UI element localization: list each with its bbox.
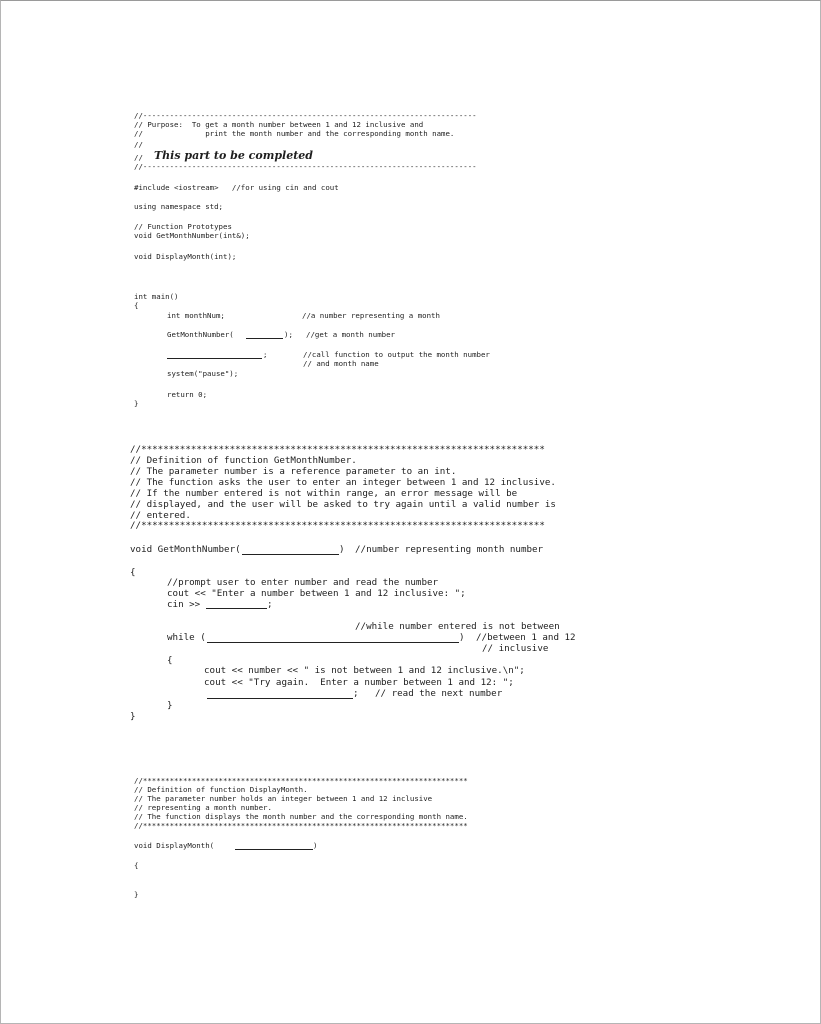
getmonth-stars-bottom: //************************************************************************* [130, 520, 545, 531]
display-parameter-blank[interactable] [235, 849, 313, 850]
prompt-cout: cout << "Enter a number between 1 and 12 inclusive: "; [167, 588, 466, 599]
return-statement: return 0; [167, 390, 208, 399]
while-close-brace: } [167, 700, 173, 711]
while-comment-2: //between 1 and 12 [476, 632, 576, 643]
while-open-brace: { [167, 655, 173, 666]
getmonth-desc-4: // If the number entered is not within range, an error message will be [130, 488, 518, 499]
display-stars-top: //************************************************************************* [134, 776, 468, 785]
cin-prefix: cin >> [167, 599, 206, 610]
getmonth-parameter-blank[interactable] [242, 554, 339, 555]
reread-comment: // read the next number [375, 688, 503, 699]
getmonth-signature-suffix: ) [339, 544, 345, 555]
getmonth-close-brace: } [130, 711, 136, 722]
system-pause: system("pause"); [167, 369, 239, 378]
display-open-brace: { [134, 861, 139, 870]
prototype-getmonthnumber: void GetMonthNumber(int&); [134, 231, 250, 240]
while-prefix: while ( [167, 632, 206, 643]
getmonth-call-suffix: ); [284, 330, 293, 339]
main-close-brace: } [134, 399, 139, 408]
main-open-brace: { [134, 301, 139, 310]
monthnum-comment: //a number representing a month [302, 311, 440, 320]
separator-bottom: //--------------------------------------------------------------------------- [134, 162, 477, 171]
reread-semicolon: ; [353, 688, 359, 699]
while-comment-1: //while number entered is not between [355, 621, 560, 632]
getmonth-argument-blank[interactable] [246, 338, 283, 339]
monthnum-declaration: int monthNum; [167, 311, 225, 320]
display-call-blank[interactable] [167, 358, 262, 359]
cin-target-blank[interactable] [206, 608, 267, 609]
namespace-line: using namespace std; [134, 202, 223, 211]
getmonth-desc-3: // The function asks the user to enter an integer between 1 and 12 inclusive. [130, 477, 556, 488]
display-call-comment-1: //call function to output the month number [303, 350, 490, 359]
display-stars-bottom: //************************************************************************* [134, 821, 468, 830]
display-desc-3: // representing a month number. [134, 803, 272, 812]
prototype-displaymonth: void DisplayMonth(int); [134, 252, 237, 261]
display-call-comment-2: // and month name [303, 359, 379, 368]
display-close-brace: } [134, 890, 139, 899]
completion-note: This part to be completed [154, 149, 313, 162]
display-desc-4: // The function displays the month number and the corresponding month name. [134, 812, 468, 821]
getmonth-open-brace: { [130, 567, 136, 578]
while-suffix: ) [459, 632, 465, 643]
display-signature-prefix: void DisplayMonth( [134, 841, 215, 850]
main-signature: int main() [134, 292, 179, 301]
include-line: #include <iostream> //for using cin and cout [134, 183, 339, 192]
getmonth-desc-2: // The parameter number is a reference parameter to an int. [130, 466, 457, 477]
getmonth-signature-comment: //number representing month number [355, 544, 544, 555]
getmonth-call-prefix: GetMonthNumber( [167, 330, 234, 339]
separator-top: //--------------------------------------------------------------------------- [134, 111, 477, 120]
getmonth-signature-prefix: void GetMonthNumber( [130, 544, 241, 555]
display-call-semicolon: ; [263, 350, 268, 359]
getmonth-desc-1: // Definition of function GetMonthNumber. [130, 455, 357, 466]
cin-semicolon: ; [267, 599, 273, 610]
note-prefix: // [134, 153, 143, 162]
retry-cout: cout << "Try again. Enter a number between 1 and 12: "; [204, 677, 514, 688]
getmonth-desc-5: // displayed, and the user will be asked to try again until a valid number is [130, 499, 556, 510]
comment-slash: // [134, 140, 143, 149]
purpose-line-1: // Purpose: To get a month number between 1 and 12 inclusive and [134, 120, 424, 129]
prototypes-comment: // Function Prototypes [134, 222, 232, 231]
while-condition-blank[interactable] [207, 642, 459, 643]
while-comment-3: // inclusive [482, 643, 549, 654]
display-desc-1: // Definition of function DisplayMonth. [134, 785, 308, 794]
getmonth-call-comment: //get a month number [306, 330, 395, 339]
reread-blank[interactable] [207, 698, 353, 699]
display-signature-suffix: ) [313, 841, 318, 850]
error-cout: cout << number << " is not between 1 and 12 inclusive.\n"; [204, 665, 525, 676]
getmonth-desc-6: // entered. [130, 510, 191, 521]
prompt-comment: //prompt user to enter number and read the number [167, 577, 439, 588]
purpose-line-2: // print the month number and the corresponding month name. [134, 129, 455, 138]
display-desc-2: // The parameter number holds an integer between 1 and 12 inclusive [134, 794, 433, 803]
getmonth-stars-top: //************************************************************************* [130, 444, 545, 455]
